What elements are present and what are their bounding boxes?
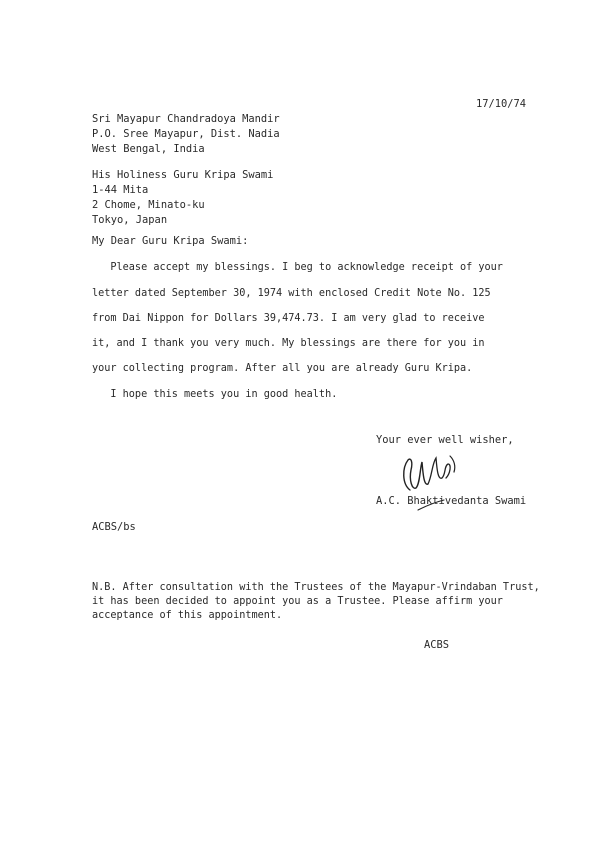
body-line: your collecting program. After all you are already Guru Kripa. [92,363,473,374]
body-line: from Dai Nippon for Dollars 39,474.73. I am very glad to receive [92,313,485,324]
recipient-address-line: 2 Chome, Minato-ku [92,199,205,211]
nb-line: acceptance of this appointment. [92,610,283,621]
closing: Your ever well wisher, [376,434,514,446]
salutation: My Dear Guru Kripa Swami: [92,235,249,247]
body-line: I hope this meets you in good health. [92,389,338,400]
recipient-address-line: His Holiness Guru Kripa Swami [92,169,274,181]
nb-line: N.B. After consultation with the Trustees of the Mayapur-Vrindaban Trust, [92,582,540,593]
body-line: Please accept my blessings. I beg to acknowledge receipt of your [92,262,503,273]
letter-date: 17/10/74 [476,98,527,110]
nb-initials: ACBS [424,639,450,651]
sender-address-line: Sri Mayapur Chandradoya Mandir [92,113,280,125]
recipient-address-line: Tokyo, Japan [92,214,168,226]
sender-address-line: West Bengal, India [92,143,205,155]
signature-name: A.C. Bhaktivedanta Swami [376,495,527,507]
sender-address-line: P.O. Sree Mayapur, Dist. Nadia [92,128,280,140]
typist-initials: ACBS/bs [92,521,136,533]
body-line: letter dated September 30, 1974 with enclosed Credit Note No. 125 [92,288,491,299]
recipient-address-line: 1-44 Mita [92,184,149,196]
nb-line: it has been decided to appoint you as a Trustee. Please affirm your [92,596,503,607]
body-line: it, and I thank you very much. My blessings are there for you in [92,338,485,349]
